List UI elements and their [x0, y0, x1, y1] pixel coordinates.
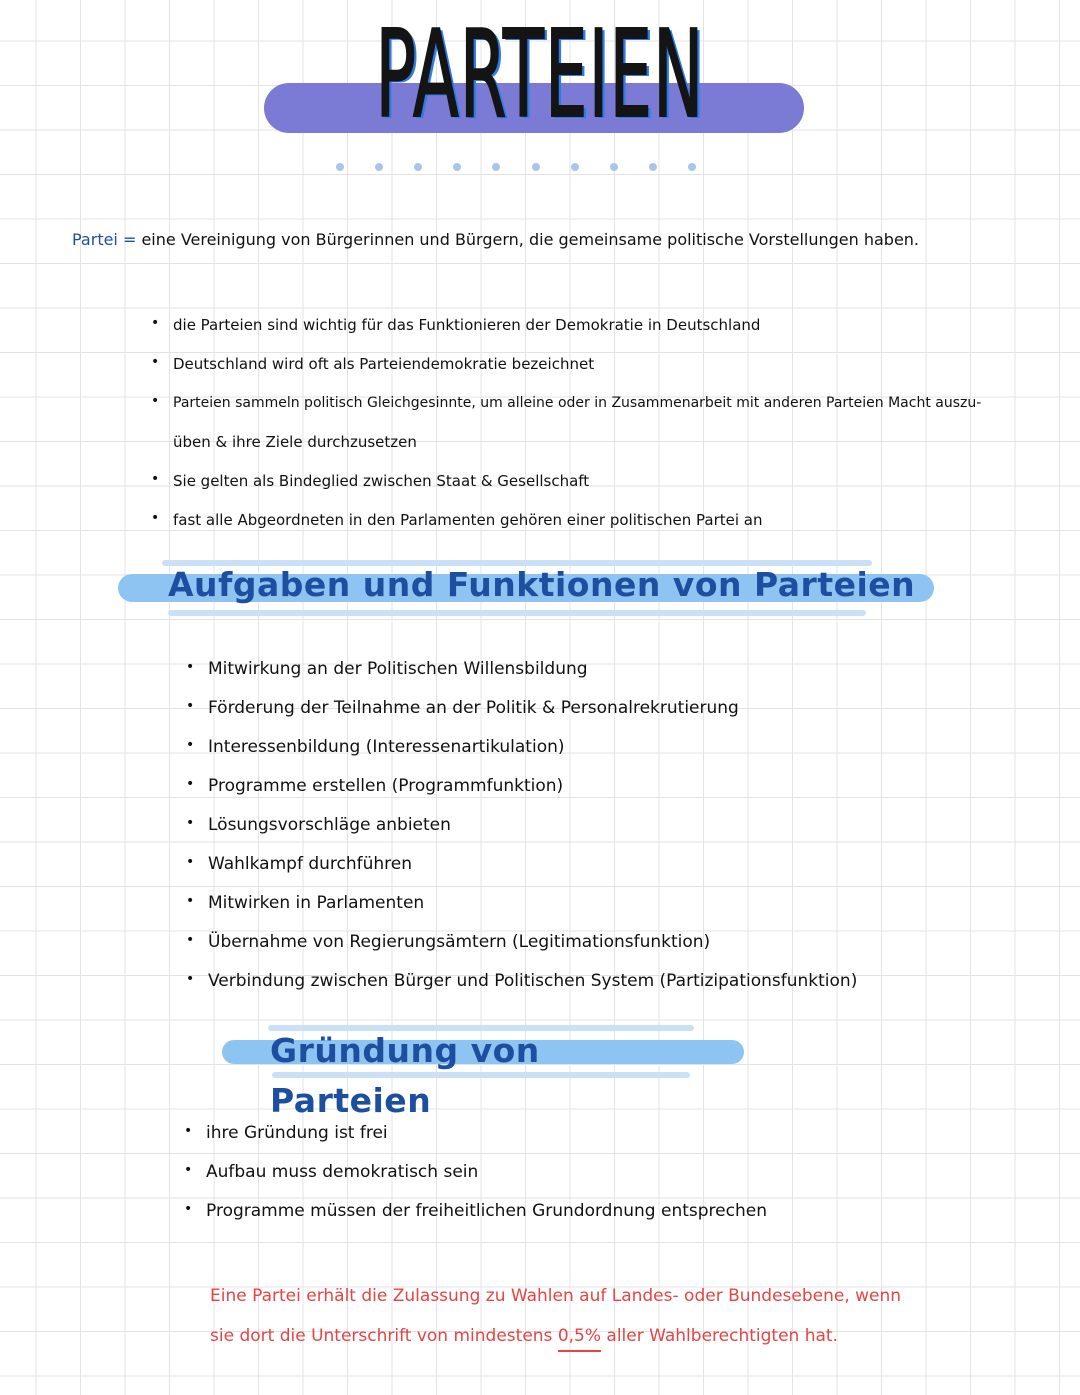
list-item: • Übernahme von Regierungsämtern (Legitimationsfunktion)	[208, 923, 1028, 962]
heading-underline-bottom	[168, 610, 866, 616]
list-item: • Lösungsvorschläge anbieten	[208, 806, 1028, 845]
list-item: • Parteien sammeln politisch Gleichgesinnte, um alleine oder in Zusammenarbeit mit anderen Parteien Macht auszu-	[173, 384, 1053, 423]
list-item: • Programme müssen der freiheitlichen Grundordnung entsprechen	[206, 1192, 1026, 1231]
note-percentage: 0,5%	[557, 1326, 602, 1346]
list-item: • Wahlkampf durchführen	[208, 845, 1028, 884]
list-item: • Mitwirken in Parlamenten	[208, 884, 1028, 923]
list-item: • Verbindung zwischen Bürger und Politischen System (Partizipationsfunktion)	[208, 962, 1028, 1001]
founding-list	[206, 1114, 1026, 1231]
list-item: • fast alle Abgeordneten in den Parlamenten gehören einer politischen Partei an	[173, 501, 1053, 540]
note-line-2	[210, 1316, 970, 1356]
list-item: • Interessenbildung (Interessenartikulation)	[208, 728, 1028, 767]
definition-text: eine Vereinigung von Bürgerinnen und Bürgern, die gemeinsame politische Vorstellungen haben.	[141, 230, 920, 249]
definition-term: Partei	[72, 230, 118, 249]
definition-separator: =	[117, 230, 142, 249]
section-heading-aufgaben: Aufgaben und Funktionen von Parteien	[168, 565, 916, 604]
definition	[72, 226, 1052, 254]
title-dot-row	[336, 163, 696, 173]
list-item: • Aufbau muss demokratisch sein	[206, 1153, 1026, 1192]
note-line-1: Eine Partei erhält die Zulassung zu Wahlen auf Landes- oder Bundesebene, wenn	[210, 1286, 902, 1306]
list-item: • Deutschland wird oft als Parteiendemokratie bezeichnet	[173, 345, 1053, 384]
list-item: • Mitwirkung an der Politischen Willensbildung	[208, 650, 1028, 689]
page-title: PARTEIEN	[375, 6, 705, 145]
list-item: • Programme erstellen (Programmfunktion)	[208, 767, 1028, 806]
list-item-continuation: üben & ihre Ziele durchzusetzen	[173, 433, 417, 451]
tasks-list	[208, 650, 1028, 1001]
note-line-2-start: sie dort die Unterschrift von mindestens	[210, 1326, 558, 1346]
list-item: • Sie gelten als Bindeglied zwischen Staat & Gesellschaft	[173, 462, 1053, 501]
section-heading-gruendung: Gründung von Parteien	[270, 1031, 540, 1120]
list-item: • die Parteien sind wichtig für das Funktionieren der Demokratie in Deutschland	[173, 306, 1053, 345]
intro-list	[173, 306, 1053, 540]
admission-note	[210, 1276, 970, 1356]
list-item: • ihre Gründung ist frei	[206, 1114, 1026, 1153]
list-item: • Förderung der Teilnahme an der Politik & Personalrekrutierung	[208, 689, 1028, 728]
note-line-2-end: aller Wahlberechtigten hat.	[601, 1326, 838, 1346]
